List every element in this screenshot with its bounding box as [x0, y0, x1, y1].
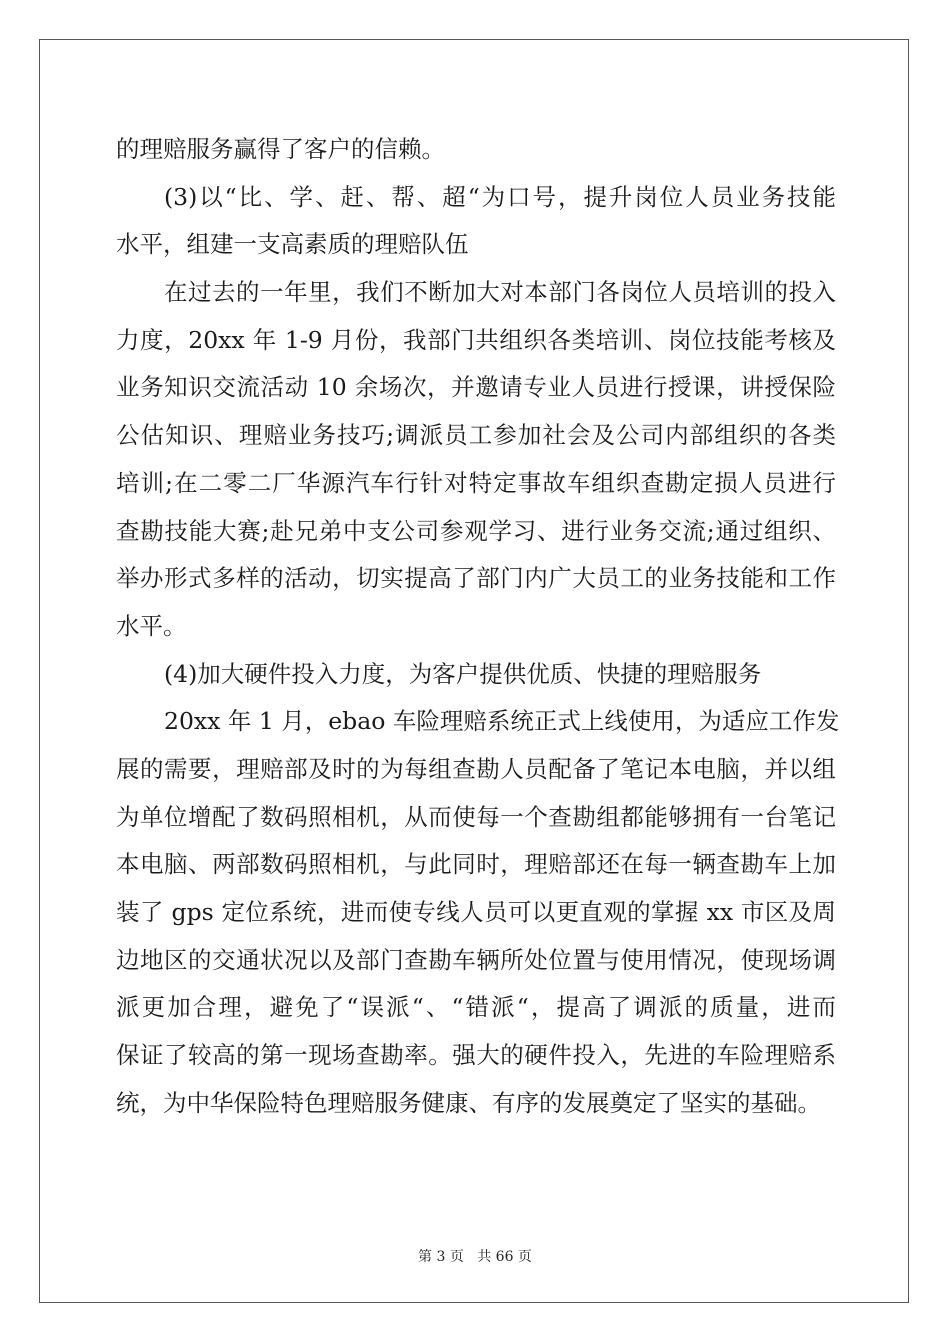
text-line: 为单位增配了数码照相机，从而使每一个查勘组都能够拥有一台笔记	[116, 802, 836, 831]
text-line: 力度，20xx 年 1-9 月份，我部门共组织各类培训、岗位技能考核及	[116, 325, 836, 354]
text-line: 20xx 年 1 月，ebao 车险理赔系统正式上线使用，为适应工作发	[164, 707, 840, 736]
text-line: 的理赔服务赢得了客户的信赖。	[116, 135, 445, 163]
text-line: 本电脑、两部数码照相机，与此同时，理赔部还在每一辆查勘车上加	[116, 850, 836, 879]
footer-spacer	[464, 1249, 477, 1265]
text-line: 业务知识交流活动 10 余场次，并邀请专业人员进行授课，讲授保险	[116, 373, 836, 402]
text-line: (3)以“比、学、赶、帮、超“为口号，提升岗位人员业务技能	[164, 182, 836, 211]
text-line: 派更加合理，避免了“误派“、“错派“，提高了调派的质量，进而	[116, 993, 836, 1022]
text-line: 在过去的一年里，我们不断加大对本部门各岗位人员培训的投入	[164, 278, 836, 307]
text-line: 保证了较高的第一现场查勘率。强大的硬件投入，先进的车险理赔系	[116, 1041, 836, 1070]
text-line: 培训;在二零二厂华源汽车行针对特定事故车组织查勘定损人员进行	[116, 468, 836, 497]
text-line: 水平。	[116, 611, 187, 640]
text-line: 装了 gps 定位系统，进而使专线人员可以更直观的掌握 xx 市区及周	[116, 898, 836, 926]
text-line: (4)加大硬件投入力度，为客户提供优质、快捷的理赔服务	[164, 659, 762, 688]
text-line: 查勘技能大赛;赴兄弟中支公司参观学习、进行业务交流;通过组织、	[116, 516, 836, 545]
text-line: 水平，组建一支高素质的理赔队伍	[116, 230, 469, 259]
page-footer	[0, 1246, 950, 1266]
text-line: 边地区的交通状况以及部门查勘车辆所处位置与使用情况，使现场调	[116, 945, 836, 974]
text-line: 举办形式多样的活动，切实提高了部门内广大员工的业务技能和工作	[116, 564, 836, 593]
text-line: 展的需要，理赔部及时的为每组查勘人员配备了笔记本电脑，并以组	[116, 754, 836, 783]
page-total: 共 66 页	[477, 1249, 532, 1265]
text-line: 统，为中华保险特色理赔服务健康、有序的发展奠定了坚实的基础。	[116, 1088, 821, 1117]
document-body	[116, 126, 840, 1127]
page-number: 第 3 页	[418, 1249, 464, 1265]
text-line: 公估知识、理赔业务技巧;调派员工参加社会及公司内部组织的各类	[116, 421, 836, 450]
